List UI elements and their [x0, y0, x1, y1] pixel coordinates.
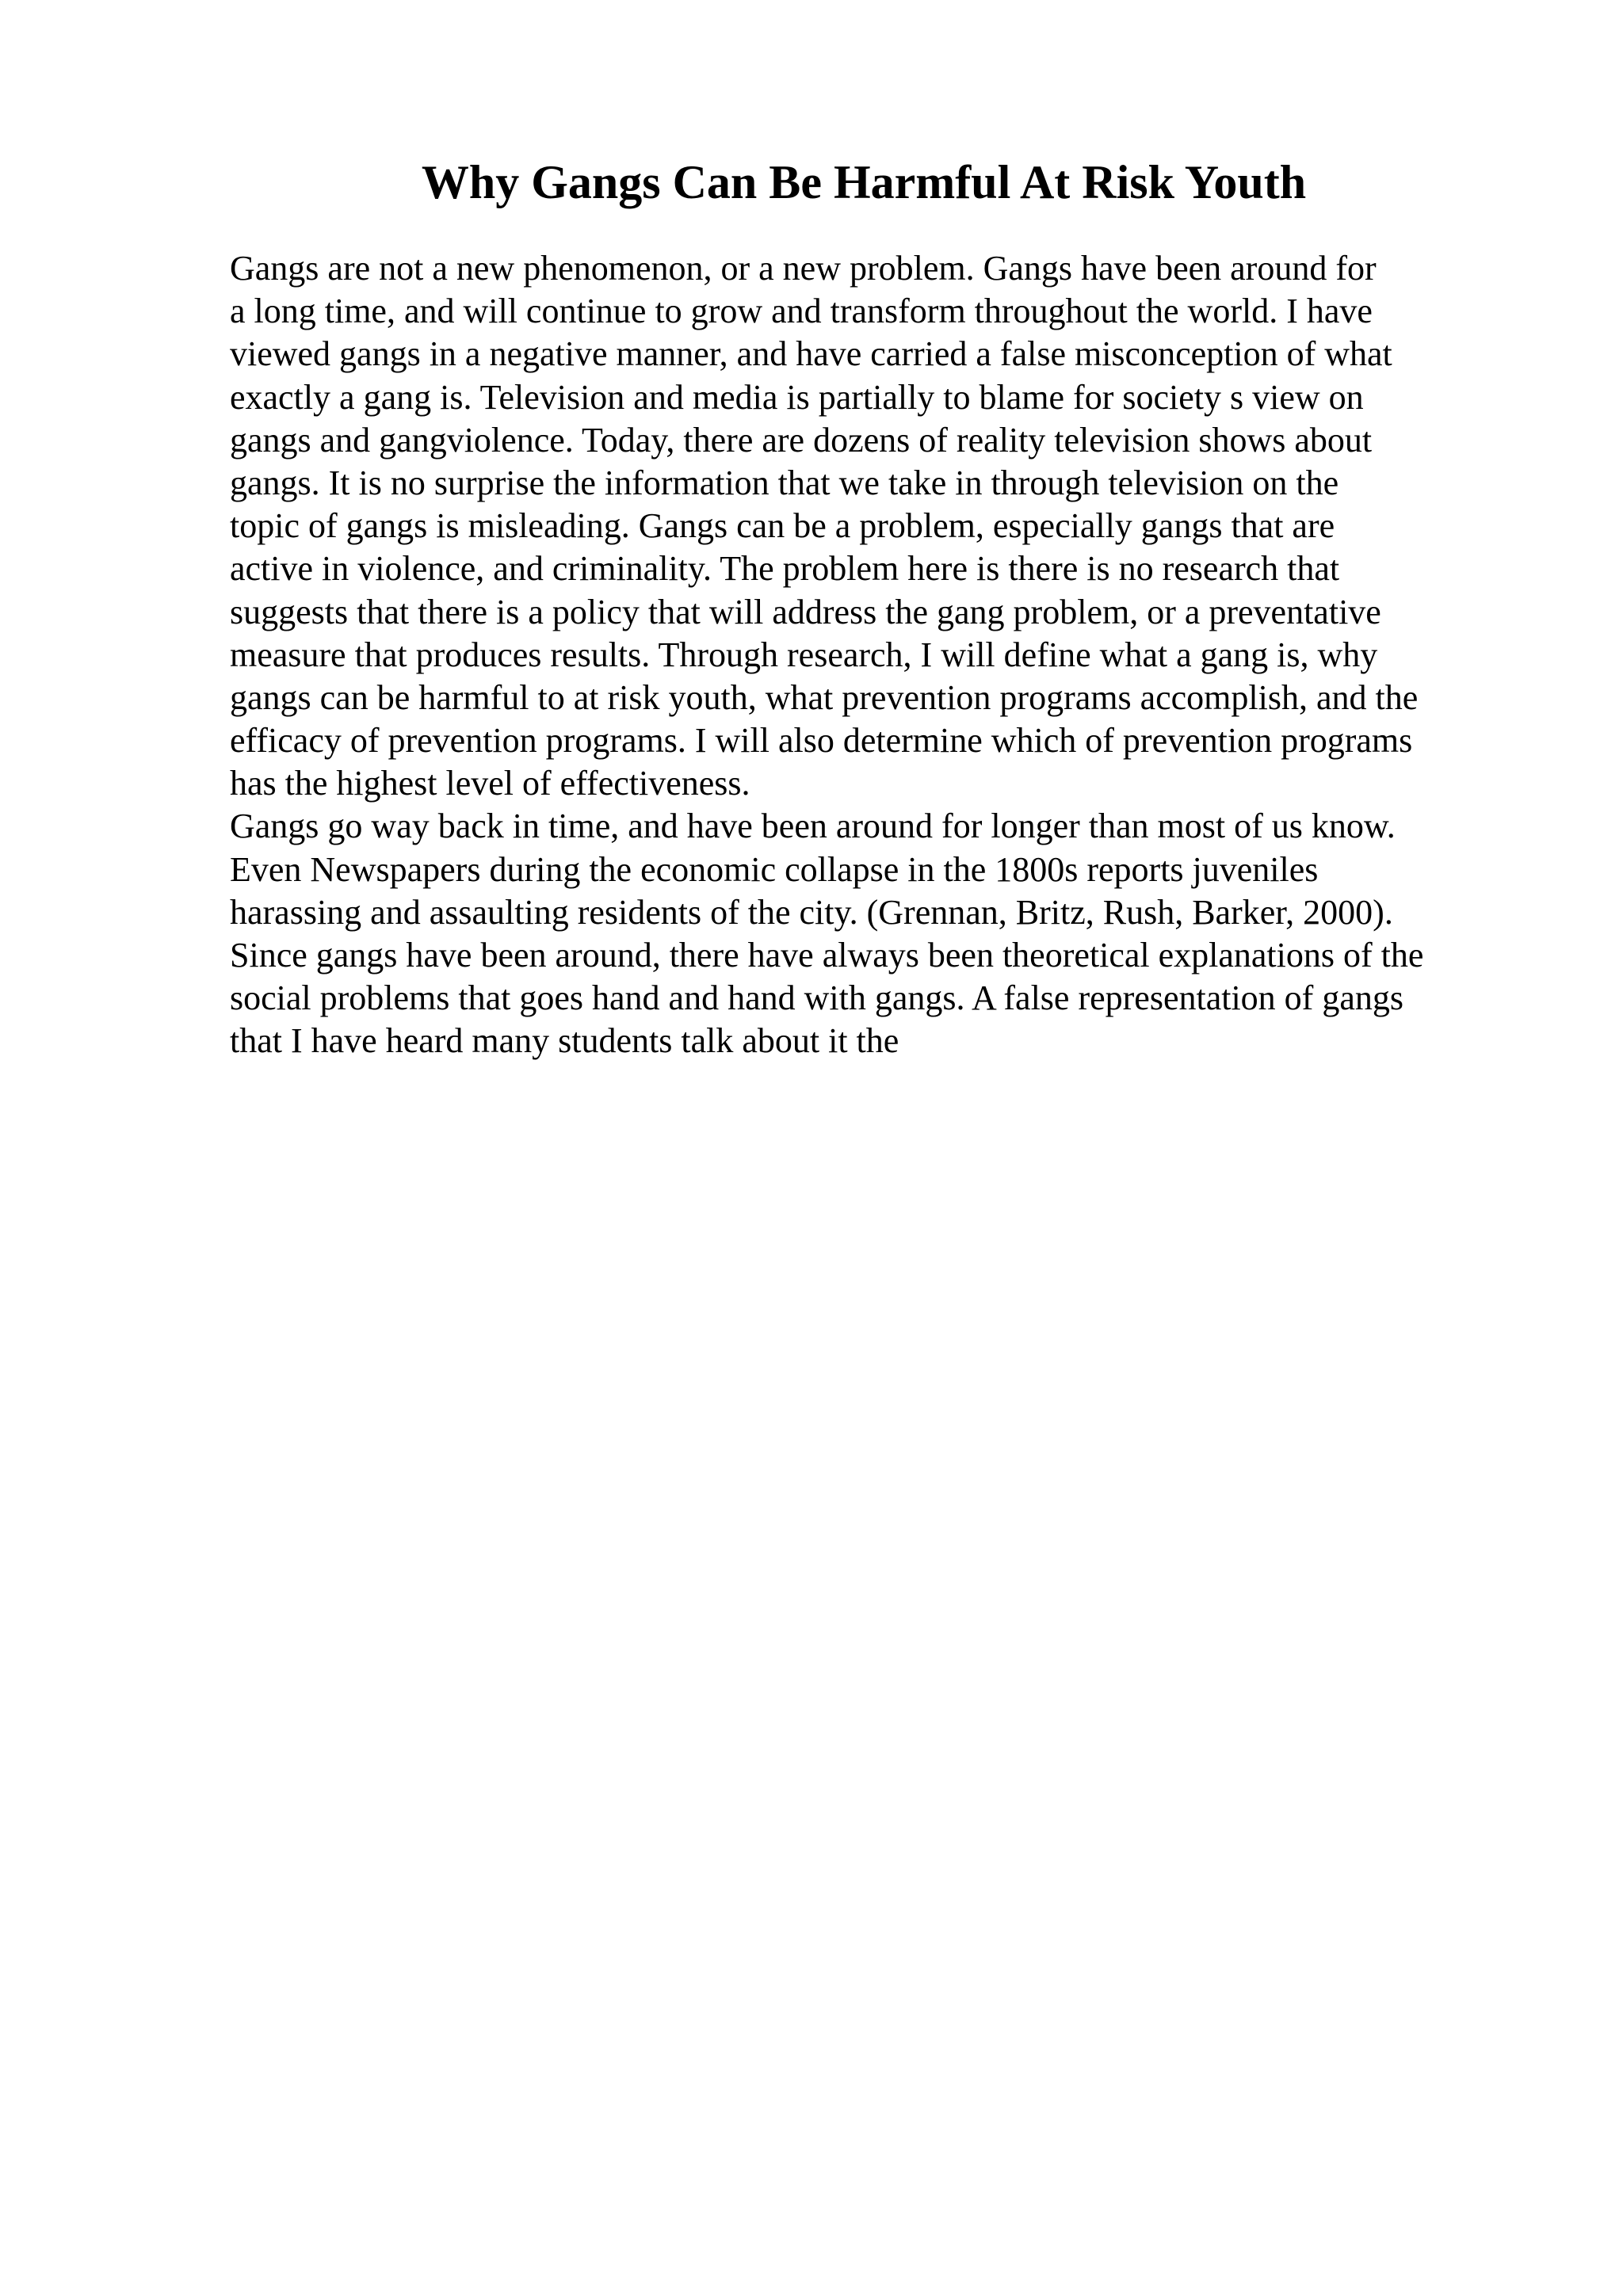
body-line: harassing and assaulting residents of the city. (Grennan, Britz, Rush, Barker, 2000).: [230, 892, 1393, 932]
body-line: topic of gangs is misleading. Gangs can be a problem, especially gangs that are: [230, 506, 1335, 546]
body-line: Since gangs have been around, there have always been theoretical explanations of the: [230, 936, 1424, 974]
body-line: a long time, and will continue to grow and transform throughout the world. I have: [230, 292, 1373, 331]
body-line: efficacy of prevention programs. I will also determine which of prevention programs: [230, 721, 1413, 761]
body-line: gangs. It is no surprise the information that we take in through television on the: [230, 463, 1339, 502]
body-line: gangs can be harmful to at risk youth, what prevention programs accomplish, and the: [230, 677, 1419, 717]
document-title: Why Gangs Can Be Harmful At Risk Youth: [421, 156, 1307, 208]
body-line: has the highest level of effectiveness.: [230, 764, 750, 803]
body-line: viewed gangs in a negative manner, and have carried a false misconception of what: [230, 334, 1392, 374]
body-line: gangs and gangviolence. Today, there are dozens of reality television shows about: [230, 420, 1373, 460]
body-line: that I have heard many students talk about it the: [230, 1021, 899, 1061]
body-line: suggests that there is a policy that will address the gang problem, or a preventative: [230, 592, 1381, 631]
body-line: Even Newspapers during the economic collapse in the 1800s reports juveniles: [230, 849, 1319, 889]
body-line: Gangs are not a new phenomenon, or a new problem. Gangs have been around for: [230, 249, 1377, 288]
body-line: measure that produces results. Through research, I will define what a gang is, why: [230, 635, 1378, 674]
body-line: social problems that goes hand and hand with gangs. A false representation of gangs: [230, 978, 1403, 1018]
body-line: active in violence, and criminality. The problem here is there is no research that: [230, 549, 1340, 589]
document-body: [230, 247, 1514, 1063]
body-line: exactly a gang is. Television and media is partially to blame for society s view on: [230, 377, 1364, 417]
body-line: Gangs go way back in time, and have been around for longer than most of us know.: [230, 807, 1396, 846]
